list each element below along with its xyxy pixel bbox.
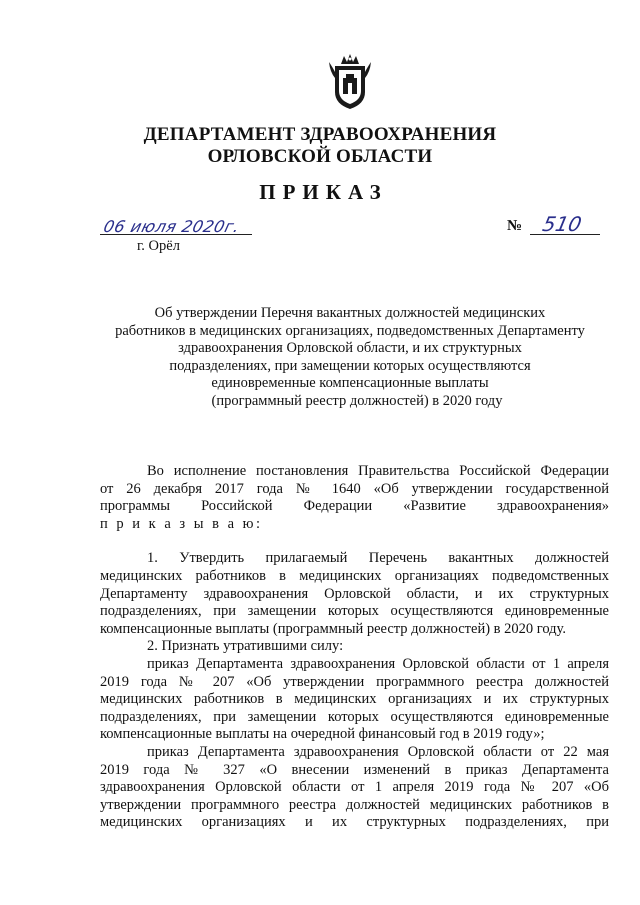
handwritten-number: 510 <box>540 212 584 236</box>
number-label: № <box>507 218 523 234</box>
item1-line: подразделениях, при замещении которых осуществляются единовременные <box>100 603 609 620</box>
preamble-line: Во исполнение постановления Правительства Российской Федерации <box>147 463 609 479</box>
order-body <box>100 463 609 832</box>
item2b-line: здравоохранения Орловской области от 1 апреля 2019 года № 207 «Об <box>100 779 609 796</box>
document-type-title: ПРИКАЗ <box>259 180 388 204</box>
order-subject <box>100 305 600 410</box>
item1-line: 1. Утвердить прилагаемый Перечень вакантных должностей <box>147 550 609 567</box>
preamble-line: программы Российской Федерации «Развитие здравоохранения» <box>100 498 609 515</box>
item1-line: компенсационные выплаты (программный реестр должностей) в 2020 году. <box>100 620 566 637</box>
subject-line: единовременные компенсационные выплаты <box>211 375 489 391</box>
item2b-line: 2019 года № 327 «О внесении изменений в приказ Департамента <box>100 761 609 778</box>
preamble-line: от 26 декабря 2017 года № 1640 «Об утверждении государственной <box>100 480 609 497</box>
coat-of-arms-icon <box>327 52 373 110</box>
handwritten-date: 06 июля 2020г. <box>101 217 242 236</box>
subject-line: работников в медицинских организациях, подведомственных Департаменту <box>115 322 585 339</box>
item2a-line: приказ Департамента здравоохранения Орловской области от 1 апреля <box>147 655 609 672</box>
organization-name-line1: ДЕПАРТАМЕНТ ЗДРАВООХРАНЕНИЯ <box>143 124 497 145</box>
item2a-line: подразделениях, при замещении которых осуществляются единовременные <box>100 708 609 725</box>
item2a-line: медицинских работников в медицинских организациях и их структурных <box>100 691 609 708</box>
item1-line: медицинских работников в медицинских организациях подведомственных <box>100 567 609 584</box>
subject-line: (программный реестр должностей) в 2020 году <box>211 392 503 409</box>
orders-keyword: п р и к а з ы в а ю: <box>100 515 263 532</box>
subject-line: Об утверждении Перечня вакантных должностей медицинских <box>154 305 546 321</box>
item2a-line: компенсационные выплаты на очередной финансовый год в 2019 году»; <box>100 726 545 743</box>
item2-heading: 2. Признать утратившими силу: <box>147 638 344 655</box>
city-label: г. Орёл <box>137 238 180 254</box>
subject-line: здравоохранения Орловской области, и их структурных <box>178 340 522 356</box>
item2b-line: медицинских организациях и их структурных подразделениях, при <box>100 814 609 831</box>
item2b-line: приказ Департамента здравоохранения Орловской области от 22 мая <box>147 743 609 760</box>
subject-line: подразделениях, при замещении которых осуществляются <box>169 357 531 374</box>
organization-name-line2: ОРЛОВСКОЙ ОБЛАСТИ <box>207 146 433 167</box>
item2a-line: 2019 года № 207 «Об утверждении программного реестра должностей <box>100 673 609 690</box>
item2b-line: утверждении программного реестра должностей медицинских работников в <box>100 796 609 813</box>
item1-line: Департаменту здравоохранения Орловской области, и их структурных <box>100 585 609 602</box>
